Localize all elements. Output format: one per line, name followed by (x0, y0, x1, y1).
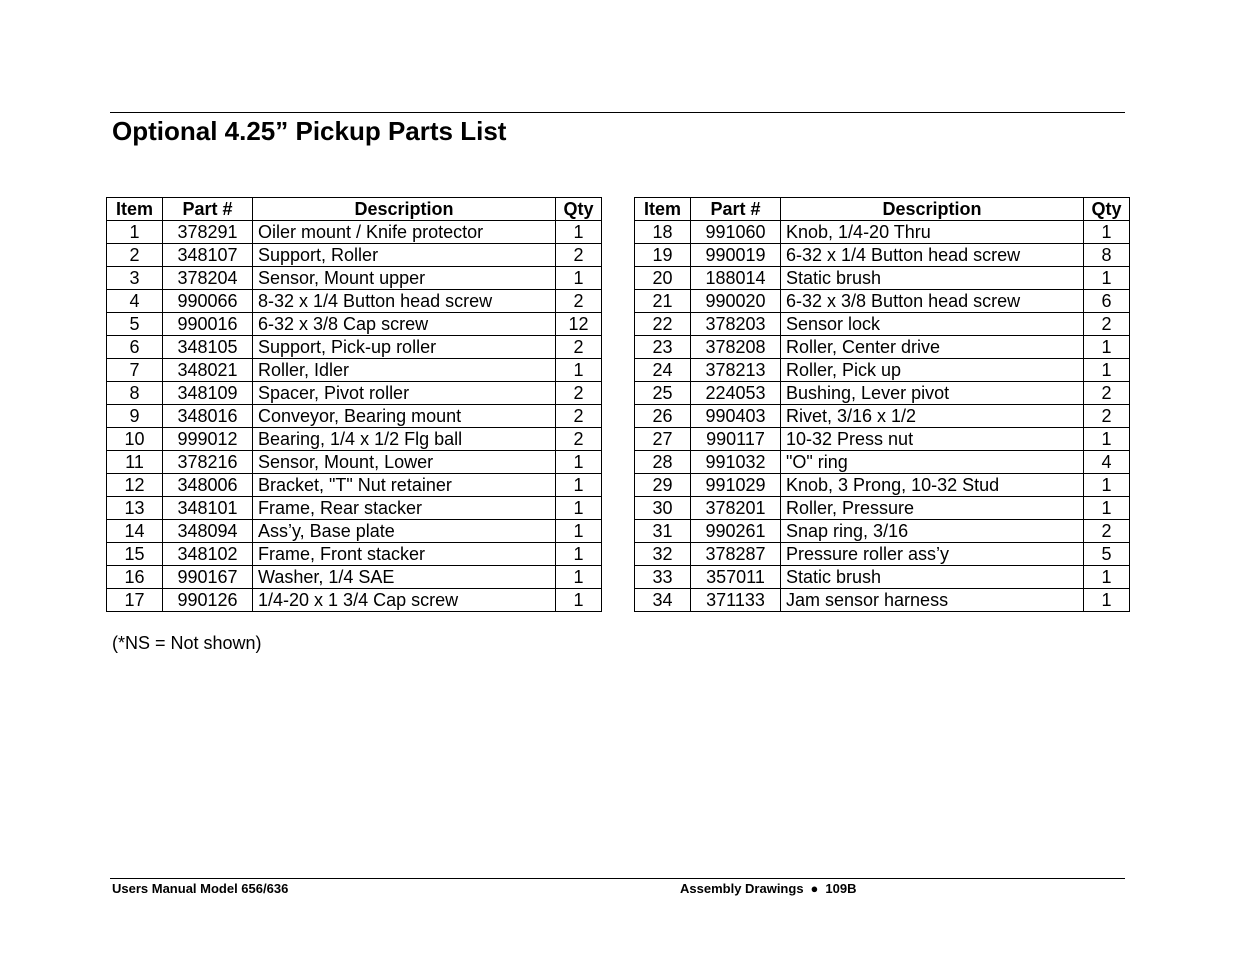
cell-qty: 2 (556, 382, 602, 405)
cell-qty: 2 (556, 290, 602, 313)
cell-qty: 2 (1084, 405, 1130, 428)
cell-part-number: 348109 (163, 382, 253, 405)
cell-description: Spacer, Pivot roller (253, 382, 556, 405)
cell-part-number: 999012 (163, 428, 253, 451)
cell-description: Sensor lock (781, 313, 1084, 336)
cell-description: Frame, Front stacker (253, 543, 556, 566)
cell-qty: 4 (1084, 451, 1130, 474)
cell-part-number: 991032 (691, 451, 781, 474)
cell-item: 13 (107, 497, 163, 520)
cell-description: 8-32 x 1/4 Button head screw (253, 290, 556, 313)
cell-part-number: 348107 (163, 244, 253, 267)
cell-qty: 1 (556, 520, 602, 543)
table-row (107, 290, 602, 313)
cell-item: 25 (635, 382, 691, 405)
cell-part-number: 188014 (691, 267, 781, 290)
table-row (107, 566, 602, 589)
cell-part-number: 378204 (163, 267, 253, 290)
table-row (635, 589, 1130, 612)
cell-qty: 1 (1084, 221, 1130, 244)
cell-description: Bushing, Lever pivot (781, 382, 1084, 405)
cell-item: 2 (107, 244, 163, 267)
cell-part-number: 990167 (163, 566, 253, 589)
table-row (635, 497, 1130, 520)
footnote: (*NS = Not shown) (112, 633, 262, 653)
cell-description: "O" ring (781, 451, 1084, 474)
cell-description: 10-32 Press nut (781, 428, 1084, 451)
cell-item: 15 (107, 543, 163, 566)
cell-item: 10 (107, 428, 163, 451)
cell-description: Ass’y, Base plate (253, 520, 556, 543)
cell-qty: 2 (556, 428, 602, 451)
cell-item: 26 (635, 405, 691, 428)
footer-page-number: 109B (825, 881, 857, 896)
cell-description: Bracket, "T" Nut retainer (253, 474, 556, 497)
column-header-part: Part # (691, 198, 781, 221)
cell-qty: 1 (556, 497, 602, 520)
cell-item: 18 (635, 221, 691, 244)
table-row (635, 451, 1130, 474)
cell-description: Support, Roller (253, 244, 556, 267)
cell-qty: 2 (1084, 382, 1130, 405)
cell-description: 6-32 x 1/4 Button head screw (781, 244, 1084, 267)
cell-part-number: 990117 (691, 428, 781, 451)
cell-item: 1 (107, 221, 163, 244)
cell-qty: 6 (1084, 290, 1130, 313)
table-row (107, 267, 602, 290)
cell-qty: 1 (1084, 428, 1130, 451)
cell-part-number: 378201 (691, 497, 781, 520)
footer-section: Assembly Drawings (680, 881, 804, 896)
cell-part-number: 224053 (691, 382, 781, 405)
table-row (635, 313, 1130, 336)
cell-description: Pressure roller ass’y (781, 543, 1084, 566)
table-row (107, 428, 602, 451)
table-row (107, 543, 602, 566)
cell-qty: 1 (1084, 566, 1130, 589)
cell-item: 6 (107, 336, 163, 359)
table-row (635, 405, 1130, 428)
table-row (107, 451, 602, 474)
cell-qty: 1 (556, 359, 602, 382)
column-header-qty: Qty (1084, 198, 1130, 221)
table-row (107, 474, 602, 497)
cell-part-number: 378287 (691, 543, 781, 566)
cell-qty: 2 (556, 336, 602, 359)
cell-part-number: 348006 (163, 474, 253, 497)
cell-item: 27 (635, 428, 691, 451)
cell-item: 29 (635, 474, 691, 497)
table-row (635, 359, 1130, 382)
cell-item: 30 (635, 497, 691, 520)
cell-qty: 2 (556, 405, 602, 428)
footer-manual-title: Users Manual Model 656/636 (112, 881, 289, 896)
page-title: Optional 4.25” Pickup Parts List (112, 116, 507, 146)
header-row (635, 198, 1130, 221)
cell-qty: 1 (1084, 497, 1130, 520)
table-row (107, 244, 602, 267)
cell-part-number: 357011 (691, 566, 781, 589)
cell-description: 1/4-20 x 1 3/4 Cap screw (253, 589, 556, 612)
table-row (107, 520, 602, 543)
cell-part-number: 990020 (691, 290, 781, 313)
cell-description: Conveyor, Bearing mount (253, 405, 556, 428)
cell-part-number: 990019 (691, 244, 781, 267)
table-row (635, 290, 1130, 313)
table-row (107, 405, 602, 428)
table-row (635, 520, 1130, 543)
cell-item: 9 (107, 405, 163, 428)
cell-part-number: 991060 (691, 221, 781, 244)
cell-description: Frame, Rear stacker (253, 497, 556, 520)
bullet-icon: ● (810, 881, 819, 896)
table-row (635, 382, 1130, 405)
cell-qty: 1 (1084, 267, 1130, 290)
cell-description: Rivet, 3/16 x 1/2 (781, 405, 1084, 428)
cell-item: 5 (107, 313, 163, 336)
cell-description: Roller, Pressure (781, 497, 1084, 520)
cell-item: 28 (635, 451, 691, 474)
cell-part-number: 348094 (163, 520, 253, 543)
column-header-description: Description (781, 198, 1084, 221)
cell-part-number: 990126 (163, 589, 253, 612)
cell-item: 14 (107, 520, 163, 543)
cell-qty: 1 (556, 566, 602, 589)
cell-description: Roller, Center drive (781, 336, 1084, 359)
cell-part-number: 371133 (691, 589, 781, 612)
cell-part-number: 348021 (163, 359, 253, 382)
cell-part-number: 348105 (163, 336, 253, 359)
cell-description: Washer, 1/4 SAE (253, 566, 556, 589)
cell-part-number: 378216 (163, 451, 253, 474)
column-header-description: Description (253, 198, 556, 221)
cell-qty: 12 (556, 313, 602, 336)
column-header-item: Item (107, 198, 163, 221)
table-row (107, 221, 602, 244)
table-row (635, 428, 1130, 451)
cell-description: Static brush (781, 267, 1084, 290)
cell-qty: 1 (556, 221, 602, 244)
cell-qty: 8 (1084, 244, 1130, 267)
cell-qty: 2 (556, 244, 602, 267)
cell-part-number: 990261 (691, 520, 781, 543)
cell-item: 22 (635, 313, 691, 336)
cell-description: 6-32 x 3/8 Cap screw (253, 313, 556, 336)
cell-part-number: 990066 (163, 290, 253, 313)
cell-item: 8 (107, 382, 163, 405)
cell-part-number: 991029 (691, 474, 781, 497)
cell-qty: 1 (1084, 336, 1130, 359)
cell-description: Roller, Idler (253, 359, 556, 382)
table-row (107, 359, 602, 382)
column-header-item: Item (635, 198, 691, 221)
cell-item: 7 (107, 359, 163, 382)
cell-part-number: 378203 (691, 313, 781, 336)
cell-item: 33 (635, 566, 691, 589)
cell-description: Jam sensor harness (781, 589, 1084, 612)
cell-description: Roller, Pick up (781, 359, 1084, 382)
cell-description: 6-32 x 3/8 Button head screw (781, 290, 1084, 313)
parts-table-right (634, 197, 1130, 612)
bottom-rule (110, 878, 1125, 879)
top-rule (110, 112, 1125, 113)
cell-part-number: 378291 (163, 221, 253, 244)
cell-item: 11 (107, 451, 163, 474)
cell-part-number: 378213 (691, 359, 781, 382)
cell-description: Knob, 1/4-20 Thru (781, 221, 1084, 244)
footer-page-info (680, 881, 856, 896)
cell-qty: 1 (1084, 474, 1130, 497)
cell-item: 3 (107, 267, 163, 290)
cell-qty: 2 (1084, 520, 1130, 543)
table-row (107, 497, 602, 520)
cell-qty: 1 (556, 451, 602, 474)
cell-qty: 1 (1084, 359, 1130, 382)
cell-item: 24 (635, 359, 691, 382)
cell-part-number: 990016 (163, 313, 253, 336)
cell-part-number: 348101 (163, 497, 253, 520)
cell-description: Support, Pick-up roller (253, 336, 556, 359)
cell-part-number: 990403 (691, 405, 781, 428)
table-row (107, 382, 602, 405)
cell-qty: 1 (556, 589, 602, 612)
table-row (635, 267, 1130, 290)
table-row (635, 474, 1130, 497)
cell-part-number: 348102 (163, 543, 253, 566)
table-row (635, 566, 1130, 589)
cell-item: 19 (635, 244, 691, 267)
cell-part-number: 378208 (691, 336, 781, 359)
cell-item: 34 (635, 589, 691, 612)
cell-item: 4 (107, 290, 163, 313)
table-row (635, 543, 1130, 566)
table-row (107, 589, 602, 612)
cell-item: 32 (635, 543, 691, 566)
column-header-part: Part # (163, 198, 253, 221)
table-row (635, 336, 1130, 359)
column-header-qty: Qty (556, 198, 602, 221)
cell-description: Sensor, Mount, Lower (253, 451, 556, 474)
parts-table-left (106, 197, 602, 612)
cell-item: 23 (635, 336, 691, 359)
table-row (635, 221, 1130, 244)
cell-description: Snap ring, 3/16 (781, 520, 1084, 543)
cell-part-number: 348016 (163, 405, 253, 428)
table-row (107, 336, 602, 359)
cell-item: 31 (635, 520, 691, 543)
cell-qty: 1 (556, 267, 602, 290)
cell-description: Static brush (781, 566, 1084, 589)
table-row (107, 313, 602, 336)
cell-qty: 1 (1084, 589, 1130, 612)
cell-description: Oiler mount / Knife protector (253, 221, 556, 244)
cell-item: 20 (635, 267, 691, 290)
cell-qty: 2 (1084, 313, 1130, 336)
cell-description: Bearing, 1/4 x 1/2 Flg ball (253, 428, 556, 451)
cell-qty: 1 (556, 474, 602, 497)
cell-item: 17 (107, 589, 163, 612)
header-row (107, 198, 602, 221)
table-row (635, 244, 1130, 267)
cell-qty: 5 (1084, 543, 1130, 566)
cell-item: 16 (107, 566, 163, 589)
cell-qty: 1 (556, 543, 602, 566)
cell-item: 21 (635, 290, 691, 313)
cell-item: 12 (107, 474, 163, 497)
cell-description: Sensor, Mount upper (253, 267, 556, 290)
cell-description: Knob, 3 Prong, 10-32 Stud (781, 474, 1084, 497)
